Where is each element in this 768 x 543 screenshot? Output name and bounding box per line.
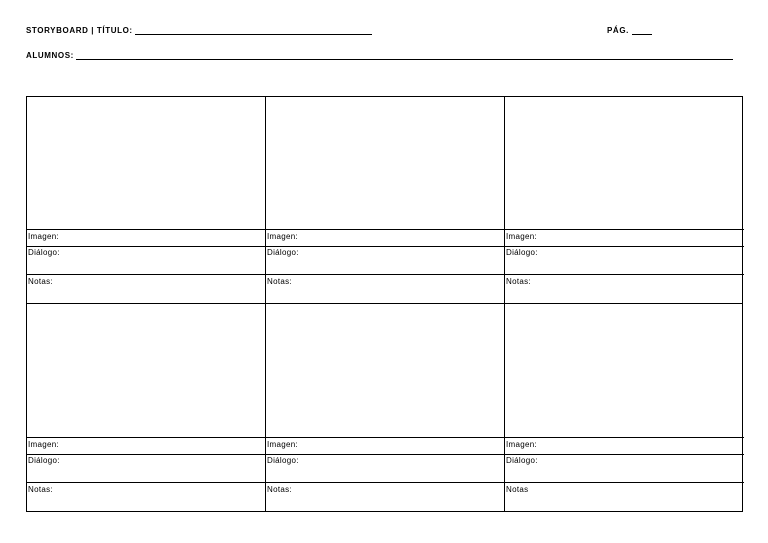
image-frame[interactable] (266, 304, 504, 438)
title-field (26, 26, 372, 35)
dialogo-label: Diálogo: (266, 247, 504, 275)
image-frame[interactable] (27, 97, 265, 230)
storyboard-row-2 (26, 303, 743, 512)
notas-label: Notas: (267, 485, 292, 494)
imagen-label: Imagen: (27, 230, 265, 247)
page-label: PÁG. (607, 26, 629, 35)
storyboard-panel-3 (505, 97, 744, 303)
page-field (607, 26, 652, 35)
dialogo-label: Diálogo: (27, 247, 265, 275)
imagen-label: Imagen: (505, 230, 744, 247)
image-frame[interactable] (505, 304, 744, 438)
imagen-label: Imagen: (505, 438, 744, 455)
storyboard-panel-2 (266, 97, 505, 303)
dialogo-label: Diálogo: (266, 455, 504, 483)
notas-label: Notas: (28, 485, 53, 494)
notas-label: Notas (506, 485, 529, 494)
notas-label: Notas: (28, 277, 53, 286)
students-blank[interactable] (76, 51, 733, 60)
imagen-label: Imagen: (27, 438, 265, 455)
dialogo-label: Diálogo: (505, 247, 744, 275)
title-blank[interactable] (135, 26, 372, 35)
imagen-label: Imagen: (266, 230, 504, 247)
notas-label: Notas: (267, 277, 292, 286)
notas-label: Notas: (506, 277, 531, 286)
storyboard-panel-5 (266, 304, 505, 511)
page-blank[interactable] (632, 26, 652, 35)
image-frame[interactable] (27, 304, 265, 438)
image-frame[interactable] (505, 97, 744, 230)
students-field (26, 51, 733, 60)
students-label: ALUMNOS: (26, 51, 74, 60)
title-label: STORYBOARD | TÍTULO: (26, 26, 133, 35)
storyboard-panel-4 (27, 304, 266, 511)
dialogo-label: Diálogo: (505, 455, 744, 483)
image-frame[interactable] (266, 97, 504, 230)
storyboard-panel-1 (27, 97, 266, 303)
imagen-label: Imagen: (266, 438, 504, 455)
dialogo-label: Diálogo: (27, 455, 265, 483)
storyboard-row-1 (26, 96, 743, 304)
storyboard-panel-6 (505, 304, 744, 511)
